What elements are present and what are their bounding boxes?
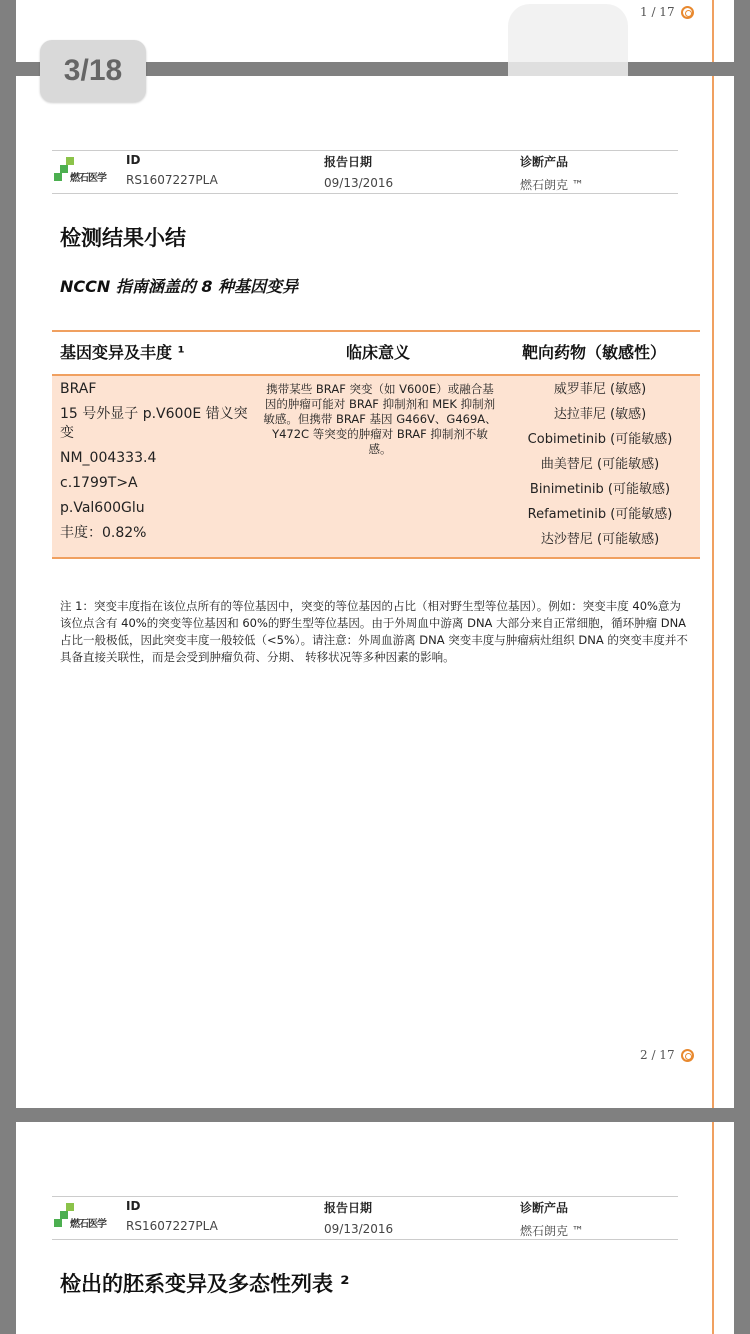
gene-transcript: NM_004333.4 xyxy=(60,450,157,466)
page-number xyxy=(640,5,694,19)
page-indicator-badge: 3/18 xyxy=(40,40,146,102)
report-date: 报告日期 09/13/2016 xyxy=(324,1201,394,1236)
drug-item: Refametinib (可能敏感) xyxy=(527,507,673,522)
report-id: ID RS1607227PLA xyxy=(126,153,218,187)
diagnostic-product: 诊断产品 燃石朗克 ™ xyxy=(520,1201,584,1238)
report-header xyxy=(52,150,678,194)
report-date: 报告日期 09/13/2016 xyxy=(324,155,394,190)
drug-item: 达沙替尼 (可能敏感) xyxy=(540,532,660,547)
section-title: 检测结果小结 xyxy=(60,226,186,250)
diagnostic-product: 诊断产品 燃石朗克 ™ xyxy=(520,155,584,192)
drug-item: 曲美替尼 (可能敏感) xyxy=(540,457,660,472)
page-number-text: 2 / 17 xyxy=(640,1048,675,1062)
significance-cell: 携带某些 BRAF 突变（如 V600E）或融合基因的肿瘤可能对 BRAF 抑制剂和 MEK 抑制剂敏感。但携带 BRAF 基因 G466V、G469A、Y472C 等突变的肿瘤对 BRAF 抑制剂不敏感。 xyxy=(263,382,497,456)
next-page xyxy=(16,1122,734,1334)
page-margin-rule xyxy=(712,1122,714,1334)
gene-cell xyxy=(60,380,250,549)
table-header xyxy=(52,330,700,374)
results-table xyxy=(52,330,700,559)
company-logo: 燃石医学 xyxy=(54,1203,110,1233)
gene-name: BRAF xyxy=(60,381,97,397)
page-number-text: 1 / 17 xyxy=(640,5,675,19)
gene-abundance: 丰度：0.82% xyxy=(60,525,147,541)
drug-item: 达拉菲尼 (敏感) xyxy=(553,407,647,422)
ring-icon xyxy=(681,1049,694,1062)
gene-variant: 15 号外显子 p.V600E 错义突变 xyxy=(60,406,248,441)
gene-cdna: c.1799T>A xyxy=(60,475,138,491)
drugs-cell xyxy=(500,380,700,555)
report-id: ID RS1607227PLA xyxy=(126,1199,218,1233)
column-header-gene: 基因变异及丰度 ¹ xyxy=(60,343,185,362)
page-number xyxy=(640,1048,694,1062)
drug-item: Cobimetinib (可能敏感) xyxy=(527,432,673,447)
column-header-drugs: 靶向药物（敏感性） xyxy=(522,343,667,362)
drug-item: 威罗菲尼 (敏感) xyxy=(553,382,647,397)
report-header xyxy=(52,1196,678,1240)
table-row xyxy=(52,374,700,559)
column-header-significance: 临床意义 xyxy=(346,343,411,362)
page-margin-rule xyxy=(712,76,714,1108)
gene-protein: p.Val600Glu xyxy=(60,500,145,516)
report-page xyxy=(16,76,734,1108)
footnote: 注 1：突变丰度指在该位点所有的等位基因中，突变的等位基因的占比（相对野生型等位基因）。例如：突变丰度 40%意为该位点含有 40%的突变等位基因和 60%的野生型等位基因。由于外周血中游离 DNA 大部分来自正常细胞，循环肿瘤 DNA 占比一般极低，因此突变丰度一般较低（<5%）。请注意：外周血游离 DNA 突变丰度与肿瘤病灶组织 DNA 的突变丰度并不具备直接关联性，而是会受到肿瘤负荷、分期、 转移状况等多种因素的影响。 xyxy=(60,599,688,664)
section-title: 检出的胚系变异及多态性列表 ² xyxy=(60,1272,350,1296)
ring-icon xyxy=(681,6,694,19)
page-margin-rule xyxy=(712,0,714,62)
drug-item: Binimetinib (可能敏感) xyxy=(529,482,671,497)
section-subtitle: NCCN 指南涵盖的 8 种基因变异 xyxy=(60,277,299,296)
company-logo: 燃石医学 xyxy=(54,157,110,187)
